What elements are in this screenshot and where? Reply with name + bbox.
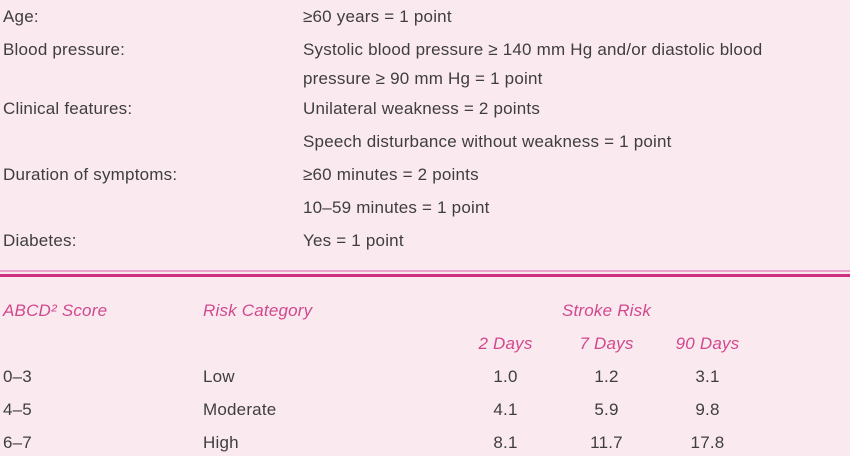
score-cell: 4–5 — [3, 400, 32, 419]
criteria-section — [3, 0, 847, 257]
criteria-value-line: Unilateral weakness = 2 points — [303, 99, 541, 118]
criteria-value-line: 10–59 minutes = 1 point — [303, 198, 490, 217]
criteria-row-clinical-features — [3, 92, 847, 158]
criteria-label: Duration of symptoms: — [3, 165, 178, 184]
criteria-row-age — [3, 0, 847, 33]
criteria-value-line: Yes = 1 point — [303, 231, 404, 250]
table-row-low — [3, 360, 847, 393]
criteria-value-line: Speech disturbance without weakness = 1 point — [303, 132, 672, 151]
table-header-row — [3, 294, 847, 327]
category-cell: High — [203, 433, 239, 452]
criteria-label: Blood pressure: — [3, 40, 126, 59]
value-cell: 17.8 — [690, 433, 725, 452]
table-row-moderate — [3, 393, 847, 426]
day-header-2days: 2 Days — [478, 334, 533, 353]
score-column-header: ABCD² Score — [3, 301, 108, 320]
criteria-label: Diabetes: — [3, 231, 77, 250]
criteria-value-line: ≥60 years = 1 point — [303, 7, 452, 26]
criteria-values — [303, 224, 847, 257]
criteria-value-line: ≥60 minutes = 2 points — [303, 165, 479, 184]
value-cell: 5.9 — [594, 400, 619, 419]
category-cell: Low — [203, 367, 235, 386]
criteria-values — [303, 33, 847, 92]
category-cell: Moderate — [203, 400, 277, 419]
stroke-risk-group-header: Stroke Risk — [561, 301, 652, 320]
value-cell: 9.8 — [695, 400, 720, 419]
value-cell: 8.1 — [493, 433, 518, 452]
criteria-row-diabetes — [3, 224, 847, 257]
criteria-label: Age: — [3, 7, 39, 26]
criteria-value-line: pressure ≥ 90 mm Hg = 1 point — [303, 69, 543, 88]
table-row-high — [3, 426, 847, 456]
score-cell: 6–7 — [3, 433, 32, 452]
criteria-row-blood-pressure — [3, 33, 847, 92]
category-column-header: Risk Category — [203, 301, 313, 320]
value-cell: 1.0 — [493, 367, 518, 386]
section-divider — [0, 270, 850, 277]
value-cell: 1.2 — [594, 367, 619, 386]
criteria-values — [303, 92, 847, 158]
criteria-values — [303, 0, 847, 33]
criteria-values — [303, 158, 847, 224]
stroke-risk-table — [3, 294, 847, 456]
criteria-value-line: Systolic blood pressure ≥ 140 mm Hg and/or diastolic blood — [303, 40, 763, 59]
criteria-row-duration — [3, 158, 847, 224]
criteria-label: Clinical features: — [3, 99, 133, 118]
day-header-7days: 7 Days — [579, 334, 634, 353]
value-cell: 4.1 — [493, 400, 518, 419]
value-cell: 11.7 — [590, 433, 623, 452]
value-cell: 3.1 — [695, 367, 720, 386]
table-subheader-row — [3, 327, 847, 360]
day-header-90days: 90 Days — [675, 334, 740, 353]
divider-dark-line — [0, 274, 850, 277]
score-cell: 0–3 — [3, 367, 32, 386]
